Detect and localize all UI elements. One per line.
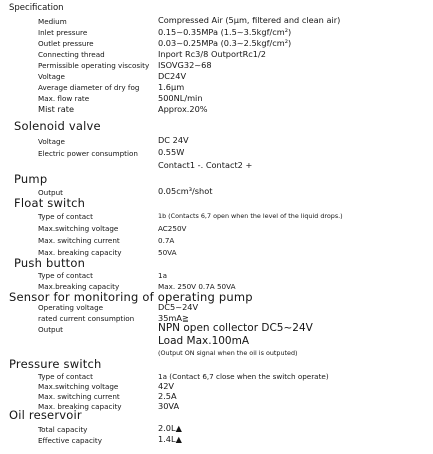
sensor-value-output: NPN open collector DC5~24V xyxy=(158,322,313,334)
push-label-breaking-capacity: Max.breaking capacity xyxy=(38,282,120,291)
oil-label-effective-capacity: Effective capacity xyxy=(38,436,102,445)
float-label-contact-type: Type of contact xyxy=(38,212,93,221)
sensor-value-operating-voltage: DC5~24V xyxy=(158,302,199,312)
spec-value-outlet-pressure: 0.03~0.25MPa (0.3~2.5kgf/cm²) xyxy=(158,38,292,48)
sensor-title: Sensor for monitoring of operating pump xyxy=(9,290,253,304)
spec-label-mist-rate: Mist rate xyxy=(38,104,75,114)
sensor-value-current: 35mA≧ xyxy=(158,313,189,323)
float-value-breaking-capacity: 50VA xyxy=(158,248,177,257)
solenoid-label-voltage: Voltage xyxy=(38,137,65,146)
pressure-switch-title: Pressure switch xyxy=(9,357,102,371)
solenoid-value-voltage: DC 24V xyxy=(158,135,189,145)
pressure-label-breaking-capacity: Max. breaking capacity xyxy=(38,402,122,411)
spec-value-inlet-pressure: 0.15~0.35MPa (1.5~3.5kgf/cm²) xyxy=(158,27,292,37)
spec-value-connecting-thread: Inport Rc3/8 OutportRc1/2 xyxy=(158,49,266,59)
spec-label-outlet-pressure: Outlet pressure xyxy=(38,39,94,48)
float-label-breaking-capacity: Max. breaking capacity xyxy=(38,248,122,257)
spec-label-fog-diameter: Average diameter of dry fog xyxy=(38,83,140,92)
sensor-note: (Output ON signal when the oil is outputed) xyxy=(158,349,298,357)
spec-label-viscosity: Permissible operating viscosity xyxy=(38,61,150,70)
pressure-value-breaking-capacity: 30VA xyxy=(158,401,180,411)
pressure-label-switching-current: Max. switching current xyxy=(38,392,120,401)
solenoid-contacts: Contact1 -. Contact2 + xyxy=(158,160,253,170)
push-label-contact-type: Type of contact xyxy=(38,271,93,280)
spec-label-medium: Medium xyxy=(38,17,67,26)
specification-heading: Specification xyxy=(9,3,64,13)
sensor-load: Load Max.100mA xyxy=(158,335,250,347)
pump-label-output: Output xyxy=(38,188,63,197)
pressure-value-contact-type: 1a (Contact 6,7 close when the switch operate) xyxy=(158,372,329,381)
float-switch-title: Float switch xyxy=(14,196,86,210)
float-value-switching-current: 0.7A xyxy=(158,236,175,245)
spec-label-inlet-pressure: Inlet pressure xyxy=(38,28,88,37)
pressure-label-contact-type: Type of contact xyxy=(38,372,93,381)
solenoid-value-power: 0.55W xyxy=(158,147,185,157)
push-value-breaking-capacity: Max. 250V 0.7A 50VA xyxy=(158,282,236,291)
pressure-value-switching-current: 2.5A xyxy=(158,391,177,401)
pressure-label-switching-voltage: Max.switching voltage xyxy=(38,382,119,391)
spec-value-mist-rate: Approx.20% xyxy=(158,104,208,114)
spec-value-max-flow: 500NL/min xyxy=(158,93,203,103)
oil-label-total-capacity: Total capacity xyxy=(38,425,88,434)
pressure-value-switching-voltage: 42V xyxy=(158,381,175,391)
float-value-contact-type: 1b (Contacts 6,7 open when the level of the liquid drops.) xyxy=(158,212,343,220)
float-value-switching-voltage: AC250V xyxy=(158,224,187,233)
sensor-label-output: Output xyxy=(38,325,63,334)
solenoid-valve-title: Solenoid valve xyxy=(14,119,101,133)
spec-value-viscosity: ISOVG32~68 xyxy=(158,60,212,70)
spec-label-connecting-thread: Connecting thread xyxy=(38,50,105,59)
spec-value-medium: Compressed Air (5μm, filtered and clean air) xyxy=(158,15,341,25)
solenoid-label-power: Electric power consumption xyxy=(38,149,138,158)
push-value-contact-type: 1a xyxy=(158,271,167,280)
oil-value-total-capacity: 2.0L▲ xyxy=(158,423,182,433)
spec-label-voltage: Voltage xyxy=(38,72,65,81)
pump-title: Pump xyxy=(14,172,48,186)
spec-label-max-flow: Max. flow rate xyxy=(38,94,90,103)
float-label-switching-voltage: Max.switching voltage xyxy=(38,224,119,233)
sensor-label-current: rated current consumption xyxy=(38,314,135,323)
pump-value-output: 0.05cm³/shot xyxy=(158,186,213,196)
spec-value-voltage: DC24V xyxy=(158,71,187,81)
push-button-title: Push button xyxy=(14,256,86,270)
oil-reservoir-title: Oil reservoir xyxy=(9,408,82,422)
oil-value-effective-capacity: 1.4L▲ xyxy=(158,434,182,444)
float-label-switching-current: Max. switching current xyxy=(38,236,120,245)
sensor-label-operating-voltage: Operating voltage xyxy=(38,303,104,312)
spec-value-fog-diameter: 1.6μm xyxy=(158,82,185,92)
